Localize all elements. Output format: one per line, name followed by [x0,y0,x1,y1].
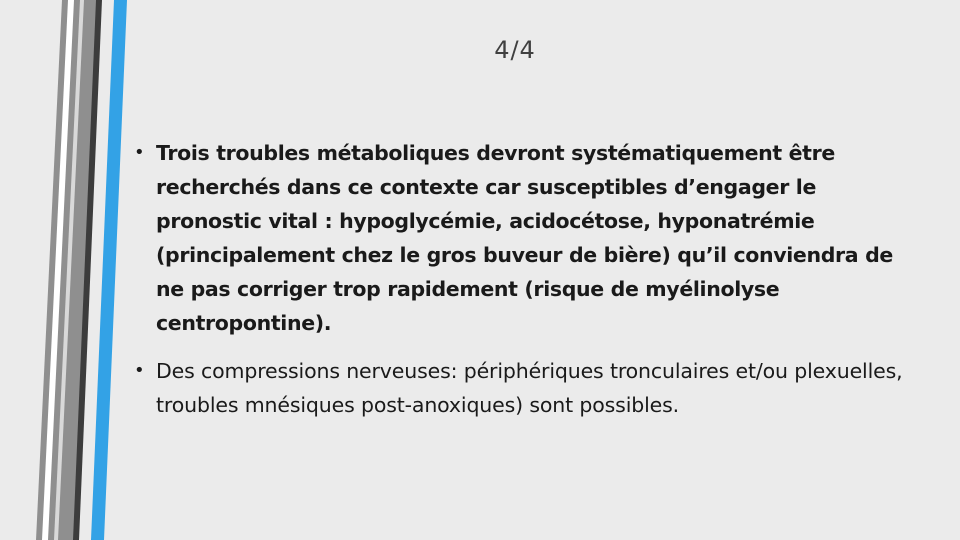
bullet-list [134,136,914,436]
bullet-item-compressions [134,354,914,422]
bullet-dot-icon: • [134,142,145,163]
bullet-item-metabolic [134,136,914,340]
slide-title: 4/4 [494,36,536,64]
bullet-text: Des compressions nerveuses: périphériques tronculaires et/ou plexuelles, troubles mnésiques post-anoxiques) sont possibles. [156,359,903,417]
bullet-dot-icon: • [134,360,145,381]
bullet-text: Trois troubles métaboliques devront systématiquement être recherchés dans ce contexte car susceptibles d’engager le pronostic vital : hypoglycémie, acidocétose, hyponatrémie (principalement chez le gros buveur de bière) qu’il conviendra de ne pas corriger trop rapidement (risque de myélinolyse centropontine). [156,141,893,335]
decorative-stripes [0,0,130,540]
